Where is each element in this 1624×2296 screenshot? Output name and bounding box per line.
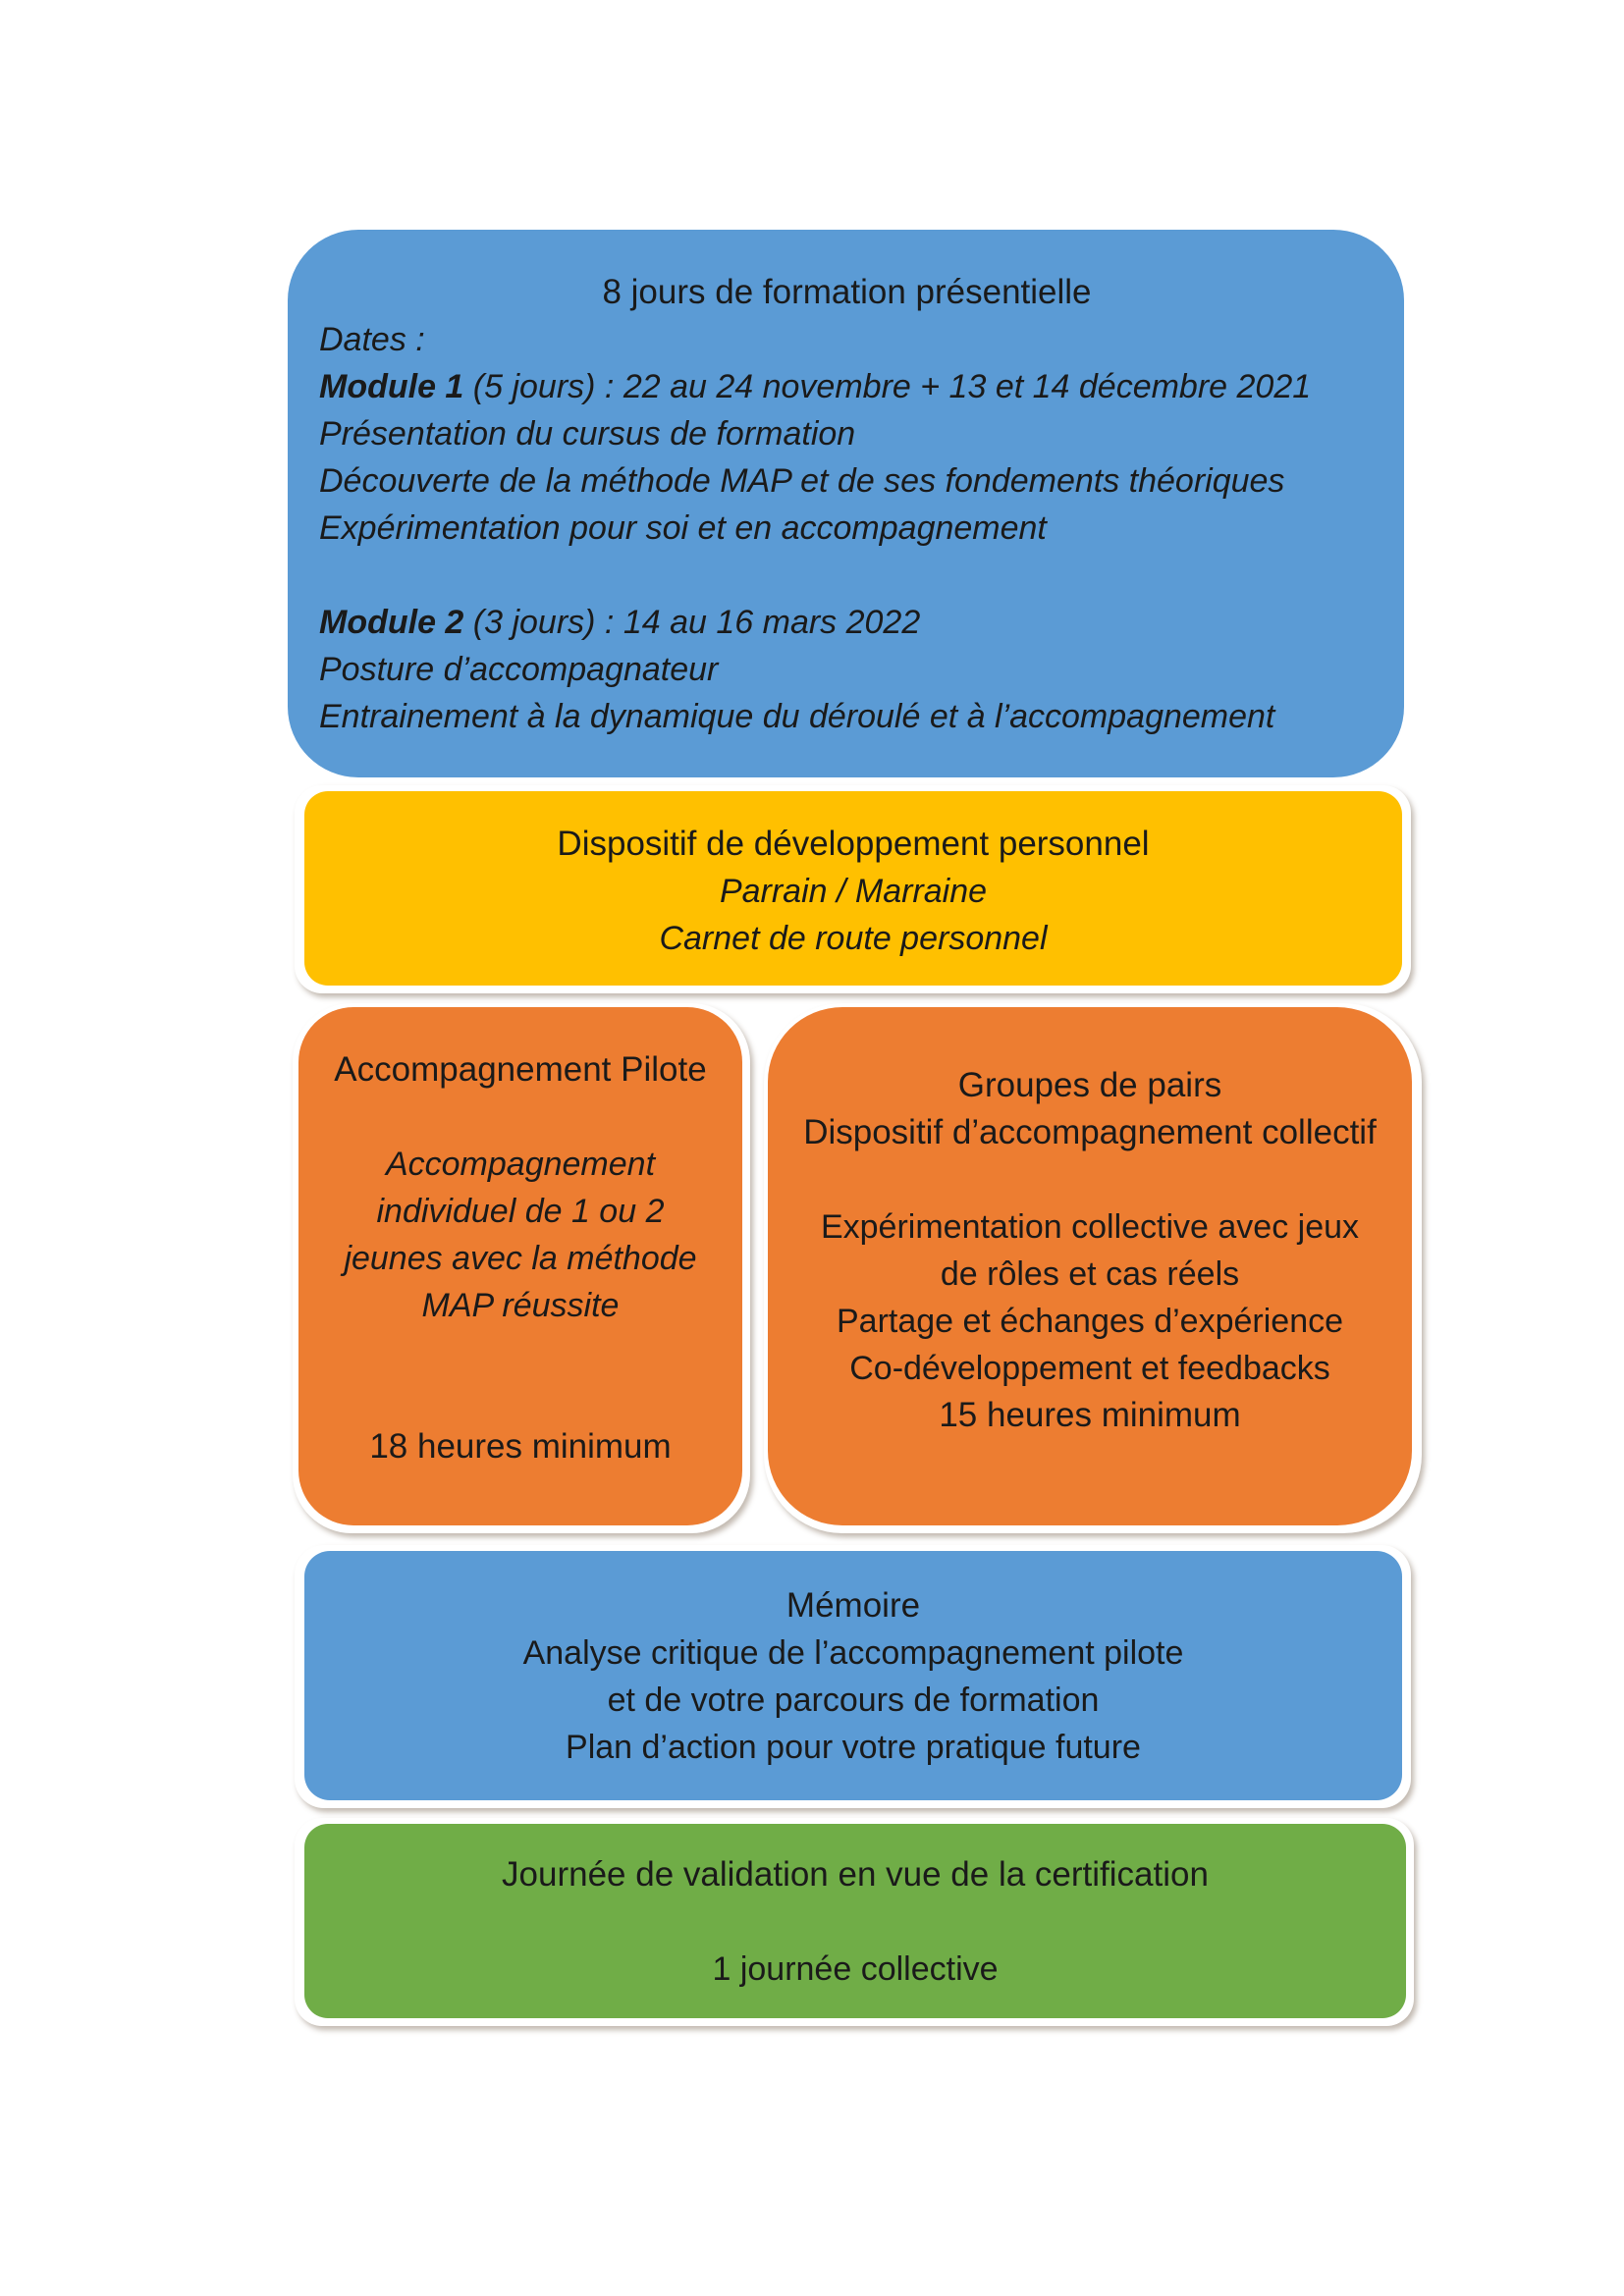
- pairs-line: de rôles et cas réels: [940, 1255, 1240, 1293]
- module2-item: Entrainement à la dynamique du déroulé et à l’accompagnement: [319, 698, 1275, 735]
- pilote-line: MAP réussite: [421, 1287, 620, 1324]
- module1-line: [319, 363, 1375, 410]
- module1-item: Découverte de la méthode MAP et de ses fondements théoriques: [319, 462, 1285, 500]
- memoire-title: Mémoire: [785, 1586, 921, 1625]
- developpement-item: Parrain / Marraine: [719, 873, 988, 910]
- dates-suffix: :: [406, 321, 425, 358]
- pairs-line: Co-développement et feedbacks: [849, 1350, 1330, 1387]
- module1-item: Présentation du cursus de formation: [319, 415, 856, 453]
- pairs-box: [768, 1007, 1412, 1525]
- developpement-item: Carnet de route personnel: [659, 920, 1048, 957]
- formation-title: 8 jours de formation présentielle: [602, 273, 1092, 311]
- pilote-box: [298, 1007, 742, 1525]
- dates-line: [319, 316, 1375, 363]
- memoire-line: Plan d’action pour votre pratique future: [566, 1729, 1141, 1766]
- module1-label: Module 1: [319, 368, 464, 405]
- pilote-title: Accompagnement Pilote: [334, 1050, 707, 1089]
- module2-item: Posture d’accompagnateur: [319, 651, 719, 688]
- pilote-line: jeunes avec la méthode: [344, 1240, 697, 1277]
- memoire-box: [304, 1551, 1402, 1800]
- pairs-line: Expérimentation collective avec jeux: [820, 1208, 1360, 1246]
- developpement-title: Dispositif de développement personnel: [557, 825, 1150, 863]
- dates-label: Dates: [319, 321, 406, 358]
- formation-box: [288, 230, 1404, 777]
- module2-label: Module 2: [319, 604, 464, 641]
- validation-title: Journée de validation en vue de la certification: [502, 1855, 1209, 1894]
- module1-detail: (5 jours) : 22 au 24 novembre + 13 et 14 décembre 2021: [463, 368, 1312, 405]
- module2-detail: (3 jours) : 14 au 16 mars 2022: [463, 604, 921, 641]
- module2-line: [319, 599, 1375, 646]
- pairs-subtitle: Dispositif d’accompagnement collectif: [803, 1113, 1377, 1151]
- validation-detail: 1 journée collective: [712, 1950, 999, 1988]
- pairs-line: Partage et échanges d’expérience: [836, 1303, 1344, 1340]
- pilote-line: Accompagnement: [385, 1146, 656, 1183]
- developpement-box: [304, 791, 1402, 986]
- pilote-line: individuel de 1 ou 2: [376, 1193, 665, 1230]
- memoire-line: et de votre parcours de formation: [607, 1682, 1100, 1719]
- pairs-hours: 15 heures minimum: [939, 1396, 1241, 1434]
- memoire-line: Analyse critique de l’accompagnement pilote: [522, 1634, 1184, 1672]
- pilote-hours: 18 heures minimum: [369, 1427, 672, 1466]
- module1-item: Expérimentation pour soi et en accompagnement: [319, 509, 1047, 547]
- validation-box: [304, 1824, 1406, 2018]
- pairs-title: Groupes de pairs: [957, 1066, 1222, 1104]
